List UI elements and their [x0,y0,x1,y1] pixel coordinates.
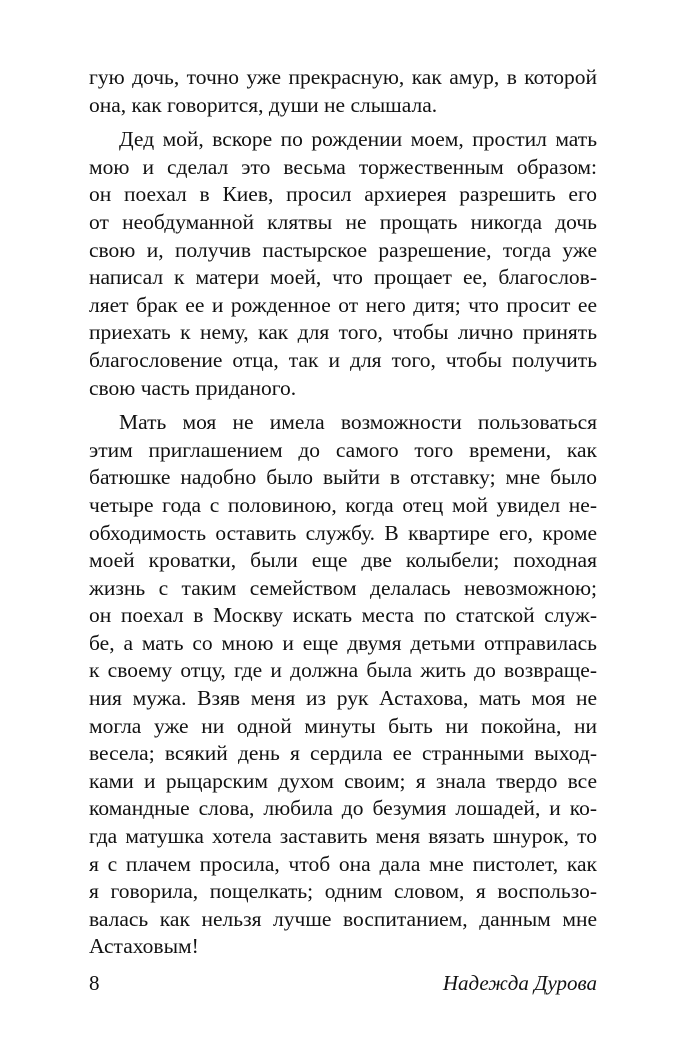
text-line: этим приглашением до самого того времени, как [89,437,597,462]
text-line: гда матушка хотела заставить меня вязать шнурок, то [89,824,597,849]
text-line: от необдуманной клятвы не прощать никогда дочь [89,209,597,234]
text-line: ками и рыцарским духом своим; я знала твердо все [89,768,597,793]
text-line: моей кроватки, были еще две колыбели; походная [89,548,597,573]
text-line: благословение отца, так и для того, чтобы получить [89,347,597,372]
text-line: гую дочь, точно уже прекрасную, как амур, в которой [89,65,597,89]
text-line: я говорила, пощелкать; одним словом, я воспользо- [89,879,597,904]
text-line: ляет брак ее и рожденное от него дитя; что просит ее [89,292,597,317]
text-line: командные слова, любила до безумия лошадей, и ко- [89,796,597,821]
text-line: я с плачем просила, чтоб она дала мне пистолет, как [89,851,597,876]
body-text [89,64,597,961]
text-line: Мать моя не имела возможности пользоваться [119,410,597,435]
text-line: Дед мой, вскоре по рождении моем, простил мать [119,127,597,152]
text-line: батюшке надобно было выйти в отставку; мне было [89,465,597,490]
text-line: могла уже ни одной минуты быть ни покойна, ни [89,713,597,738]
text-line: он поехал в Киев, просил архиерея разрешить его [89,182,597,207]
text-line: ния мужа. Взяв меня из рук Астахова, мать моя не [89,686,597,711]
text-line: валась как нельзя лучше воспитанием, данным мне [89,906,597,931]
text-line: приехать к нему, как для того, чтобы лично принять [89,320,597,345]
text-line: свою и, получив пастырское разрешение, тогда уже [89,237,597,262]
page-footer [89,968,597,998]
paragraph [89,409,597,961]
text-line: мою и сделал это весьма торжественным образом: [89,154,597,179]
text-line: обходимость оставить службу. В квартире его, кроме [89,520,597,545]
text-line: жизнь с таким семейством делалась невозможною; [89,575,597,600]
text-line: к своему отцу, где и должна была жить до возвраще- [89,658,597,683]
page-number: 8 [89,971,100,995]
text-line: четыре года с половиною, когда отец мой увидел не- [89,492,597,517]
text-line: он поехал в Москву искать места по статской служ- [89,603,597,628]
text-line: Астаховым! [89,934,199,959]
text-line: весела; всякий день я сердила ее странными выход- [89,741,597,766]
paragraph [89,126,597,402]
text-line: свою часть приданого. [89,375,297,400]
text-line: она, как говорится, души не слышала. [89,92,438,117]
paragraph [89,64,597,119]
text-line: бе, а мать со мною и еще двумя детьми отправилась [89,630,597,655]
text-line: написал к матери моей, что прощает ее, благослов- [89,265,597,290]
running-title: Надежда Дурова [442,971,597,995]
